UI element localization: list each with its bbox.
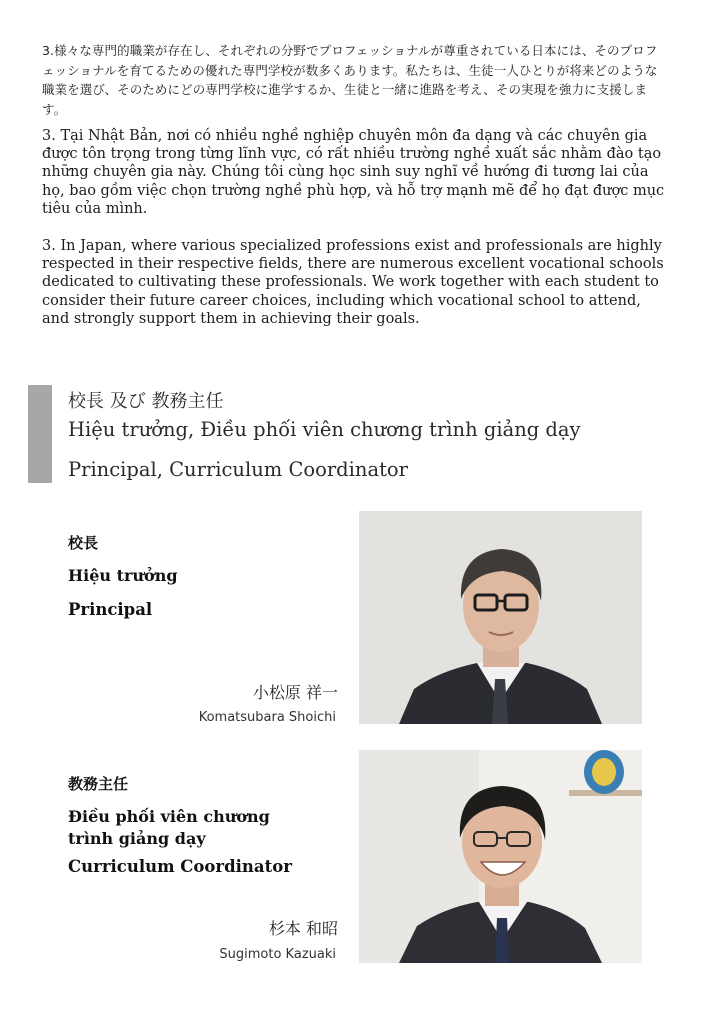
principal-role-en: Principal xyxy=(68,600,153,619)
intro-paragraph-en: 3. In Japan, where various specialized professions exist and professionals are highly respected in their respective fields, there are numerous excellent vocational schools dedicated to cultivating these professionals. We work together with each student to consider their future career choices, including which vocational school to attend, and strongly support them in achieving their goals. xyxy=(42,238,664,327)
section-heading-en: Principal, Curriculum Coordinator xyxy=(68,458,408,481)
coordinator-role-vi: Điều phối viên chương trình giảng dạy xyxy=(68,807,270,848)
principal-photo xyxy=(359,511,642,724)
coordinator-name-ja: 杉本 和昭 xyxy=(268,919,338,938)
principal-role-vi: Hiệu trưởng xyxy=(68,566,178,585)
section-accent-bar xyxy=(28,385,52,483)
coordinator-name-en: Sugimoto Kazuaki xyxy=(219,947,336,962)
coordinator-photo xyxy=(359,750,642,963)
coordinator-role-en: Curriculum Coordinator xyxy=(68,857,292,876)
section-heading-vi: Hiệu trưởng, Điều phối viên chương trình giảng dạy xyxy=(68,418,581,441)
section-heading-ja: 校長 及び 教務主任 xyxy=(68,391,224,412)
principal-name-en: Komatsubara Shoichi xyxy=(198,710,336,725)
principal-name-ja: 小松原 祥一 xyxy=(252,683,338,702)
intro-paragraph-vi: 3. Tại Nhật Bản, nơi có nhiều nghề nghiệp chuyên môn đa dạng và các chuyên gia được tôn trọng trong từng lĩnh vực, có rất nhiều trường nghề xuất sắc nhằm đào tạo những chuyên gia này. Chúng tôi cùng học sinh suy nghĩ về hướng đi tương lai của họ, bao gồm việc chọn trường nghề phù hợp, và hỗ trợ mạnh mẽ để họ đạt được mục tiêu của mình. xyxy=(42,128,665,217)
principal-role-ja: 校長 xyxy=(68,534,99,552)
coordinator-role-ja: 教務主任 xyxy=(68,775,129,793)
intro-paragraph-ja: 3.様々な専門的職業が存在し、それぞれの分野でプロフェッショナルが尊重されている日本には、そのプロフェッショナルを育てるための優れた専門学校が数多くあります。私たちは、生徒一人ひとりが将来どのような職業を選び、そのためにどの専門学校に進学するか、生徒と一緒に進路を考え、その実現を強力に支援します。 xyxy=(42,43,658,117)
